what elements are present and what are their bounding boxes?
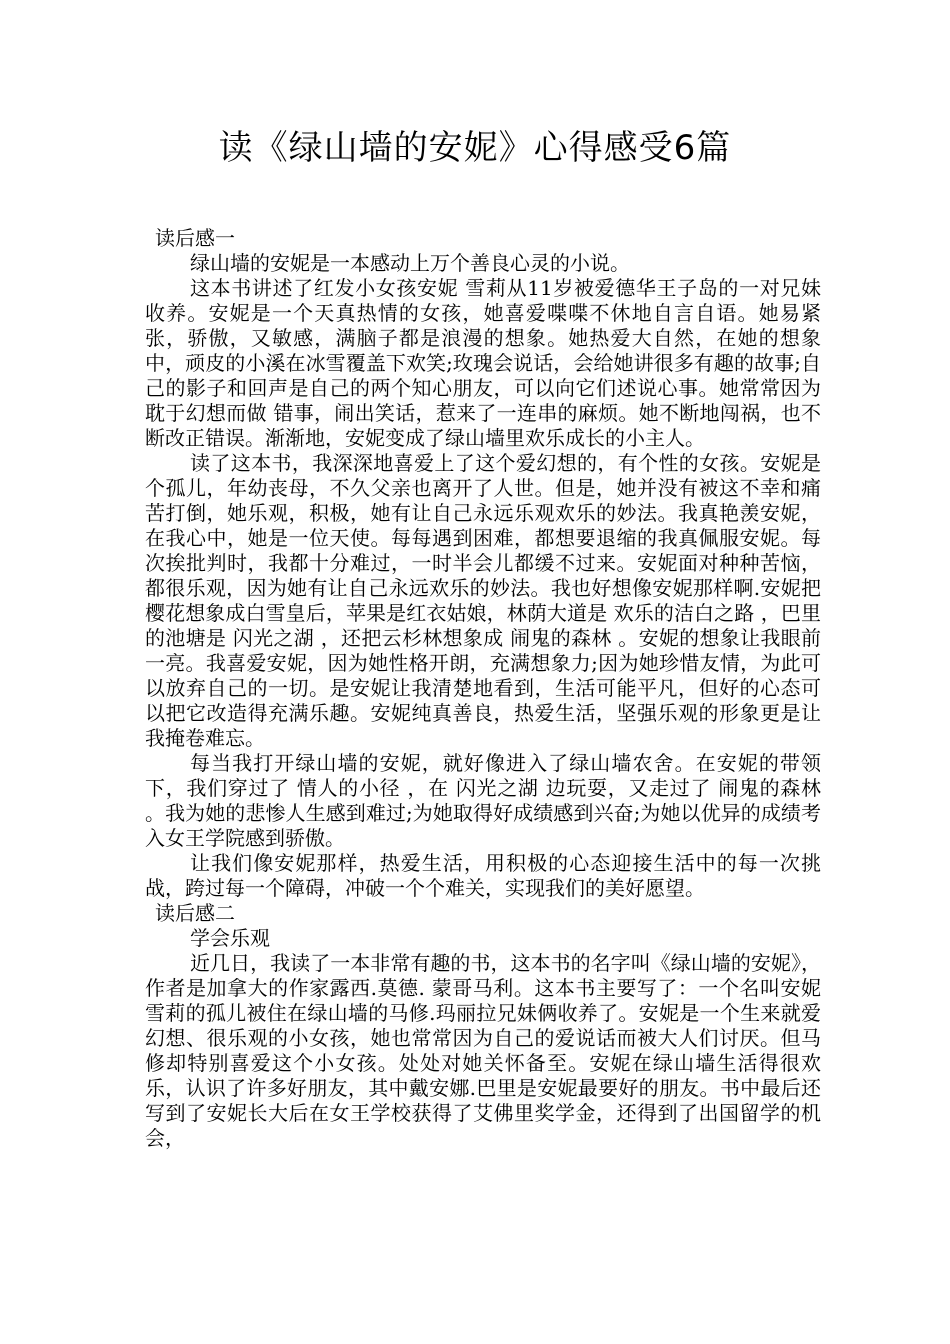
paragraph: 这本书讲述了红发小女孩安妮 雪莉从11岁被爱德华王子岛的一对兄妹收养。安妮是一个天真热情的女孩，她喜爱喋喋不休地自言自语。她易紧张，骄傲，又敏感，满脑子都是浪漫的想象。她热爱大自然，在她的想象中，顽皮的小溪在冰雪覆盖下欢笑;玫瑰会说话，会给她讲很多有趣的故事;自己的影子和回声是自己的两个知心朋友，可以向它们述说心事。她常常因为耽于幻想而做 错事，闹出笑话，惹来了一连串的麻烦。她不断地闯祸，也不断改正错误。渐渐地，安妮变成了绿山墙里欢乐成长的小主人。 — [145, 276, 821, 450]
section-heading: 读后感一 — [155, 226, 235, 250]
paragraph: 学会乐观 — [190, 926, 270, 950]
document-title: 读《绿山墙的安妮》心得感受6篇 — [218, 128, 732, 168]
paragraph: 每当我打开绿山墙的安妮，就好像进入了绿山墙农舍。在安妮的带领下，我们穿过了 情人的小径 ，在 闪光之湖 边玩耍，又走过了 闹鬼的森林 。我为她的悲惨人生感到难过;为她取得好成绩感到兴奋;为她以优异的成绩考入女王学院感到骄傲。 — [145, 751, 821, 850]
section-heading: 读后感二 — [155, 901, 235, 925]
paragraph: 读了这本书，我深深地喜爱上了这个爱幻想的，有个性的女孩。安妮是个孤儿，年幼丧母，不久父亲也离开了人世。但是，她并没有被这不幸和痛苦打倒，她乐观，积极，她有让自己永远乐观欢乐的妙法。我真艳羡安妮，在我心中，她是一位天使。每每遇到困难，都想要退缩的我真佩服安妮。每次挨批判时，我都十分难过，一时半会儿都缓不过来。安妮面对种种苦恼，都很乐观，因为她有让自己永远欢乐的妙法。我也好想像安妮那样啊.安妮把樱花想象成白雪皇后，苹果是红衣姑娘，林荫大道是 欢乐的洁白之路 ，巴里的池塘是 闪光之湖 ，还把云杉林想象成 闹鬼的森林 。安妮的想象让我眼前一亮。我喜爱安妮，因为她性格开朗，充满想象力;因为她珍惜友情，为此可以放弃自己的一切。是安妮让我清楚地看到，生活可能平凡，但好的心态可以把它改造得充满乐趣。安妮纯真善良，热爱生活，坚强乐观的形象更是让我掩卷难忘。 — [145, 451, 821, 750]
paragraph: 近几日，我读了一本非常有趣的书，这本书的名字叫《绿山墙的安妮》，作者是加拿大的作家露西.莫德. 蒙哥马利。这本书主要写了：一个名叫安妮雪莉的孤儿被住在绿山墙的马修.玛丽拉兄妹俩收养了。安妮是一个生来就爱幻想、很乐观的小女孩，她也常常因为自己的爱说话而被大人们讨厌。但马修却特别喜爱这个小女孩。处处对她关怀备至。安妮在绿山墙生活得很欢乐，认识了许多好朋友，其中戴安娜.巴里是安妮最要好的朋友。书中最后还写到了安妮长大后在女王学校获得了艾佛里奖学金，还得到了出国留学的机会， — [145, 951, 821, 1150]
paragraph: 绿山墙的安妮是一本感动上万个善良心灵的小说。 — [190, 251, 630, 275]
document-body — [145, 226, 821, 1151]
paragraph: 让我们像安妮那样，热爱生活，用积极的心态迎接生活中的每一次挑战，跨过每一个障碍，冲破一个个难关，实现我们的美好愿望。 — [145, 851, 821, 900]
